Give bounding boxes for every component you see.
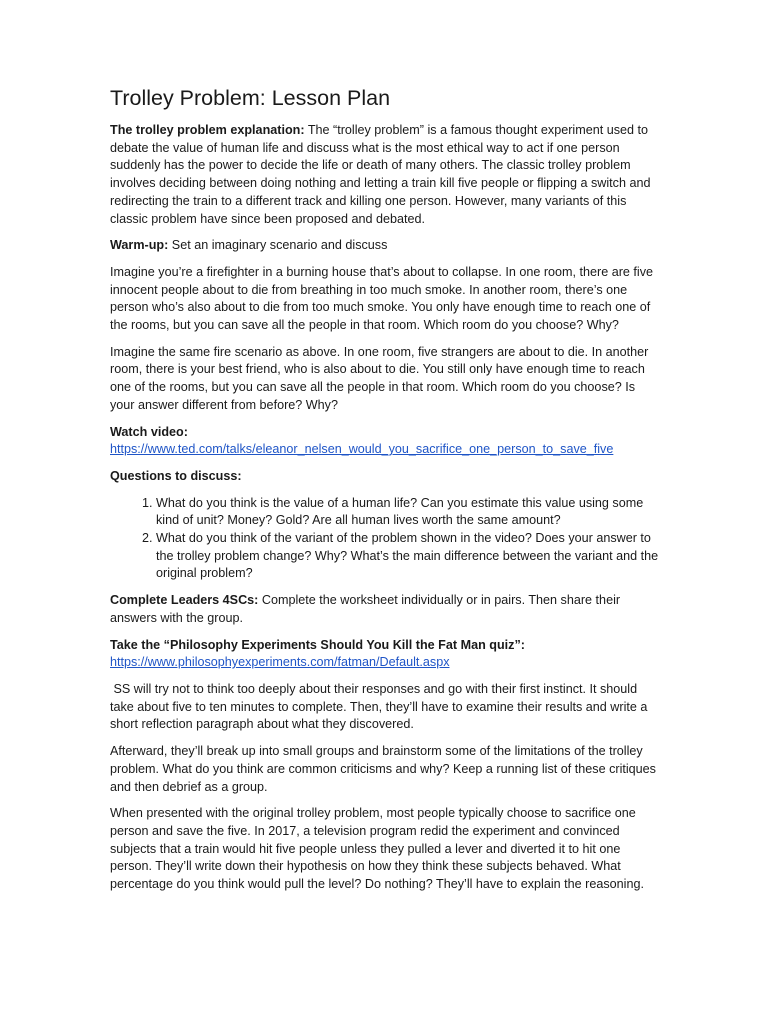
explanation-text: The “trolley problem” is a famous thought experiment used to debate the value of human life and discuss what is the most ethical way to act if one person suddenly has the power to decide the life or death of many others. The classic trolley problem involves deciding between doing nothing and letting a train kill five people or flipping a switch and redirecting the train to a different track and killing one person. However, many variants of this classic problem have since been proposed and debated.: [110, 123, 651, 226]
leaders-label: Complete Leaders 4SCs:: [110, 593, 259, 608]
ss-paragraph: SS will try not to think too deeply about their responses and go with their first instinct. It should take about five to ten minutes to complete. Then, they’ll have to examine their results and write a short reflection paragraph about what they discovered.: [110, 681, 651, 732]
quiz-label: Take the “Philosophy Experiments Should You Kill the Fat Man quiz”:: [110, 637, 525, 652]
video-paragraph: [110, 424, 662, 459]
afterward-paragraph: Afterward, they’ll break up into small groups and brainstorm some of the limitations of the trolley problem. What do you think are common criticisms and why? Keep a running list of these critiques and then debrief as a group.: [110, 744, 656, 794]
warmup-paragraph: [110, 237, 662, 255]
explanation-label: The trolley problem explanation:: [110, 123, 305, 137]
explanation-paragraph: [110, 122, 662, 228]
questions-label: Questions to discuss:: [110, 468, 242, 483]
scenario-one-paragraph: Imagine you’re a firefighter in a burning house that’s about to collapse. In one room, there are five innocent people about to die from breathing in too much smoke. In another room, there’s one person who’s also about to die from too much smoke. You only have enough time to reach one of the rooms, but you can save all the people in that room. Which room do you choose? Why?: [110, 264, 654, 333]
quiz-link[interactable]: https://www.philosophyexperiments.com/fatman/Default.aspx: [110, 655, 450, 670]
warmup-label: Warm-up:: [110, 238, 169, 253]
video-label: Watch video:: [110, 424, 188, 439]
page-title: Trolley Problem: Lesson Plan: [110, 86, 391, 110]
leaders-paragraph: [110, 592, 662, 627]
original-problem-paragraph: When presented with the original trolley problem, most people typically choose to sacrifice one person and save the five. In 2017, a television program redid the experiment and convinced subjects that a train would hit five people unless they pulled a lever and diverted it to hit one person. They’ll write down their hypothesis on how they think these subjects behaved. What percentage do you think would pull the level? Do nothing? They’ll have to explain the reasoning.: [110, 806, 644, 892]
video-link[interactable]: https://www.ted.com/talks/eleanor_nelsen_would_you_sacrifice_one_person_to_save_five: [110, 442, 614, 457]
document-page: [110, 84, 662, 903]
list-item: 1. What do you think is the value of a human life? Can you estimate this value using some kind of unit? Money? Gold? Are all human lives worth the same amount?: [156, 495, 662, 530]
questions-list: [110, 495, 662, 584]
list-item: 2. What do you think of the variant of the problem shown in the video? Does your answer to the trolley problem change? Why? What’s the main difference between the variant and the original problem?: [156, 530, 662, 583]
warmup-text: Set an imaginary scenario and discuss: [168, 238, 388, 253]
leaders-text: Complete the worksheet individually or in pairs. Then share their answers with the group.: [110, 593, 621, 625]
scenario-two-paragraph: Imagine the same fire scenario as above. In one room, five strangers are about to die. In another room, there is your best friend, who is also about to die. You still only have enough time to reach one of the rooms, but you can save all the people in that room. Which room do you choose? Is your answer different from before? Why?: [110, 344, 649, 412]
quiz-paragraph: [110, 637, 662, 672]
